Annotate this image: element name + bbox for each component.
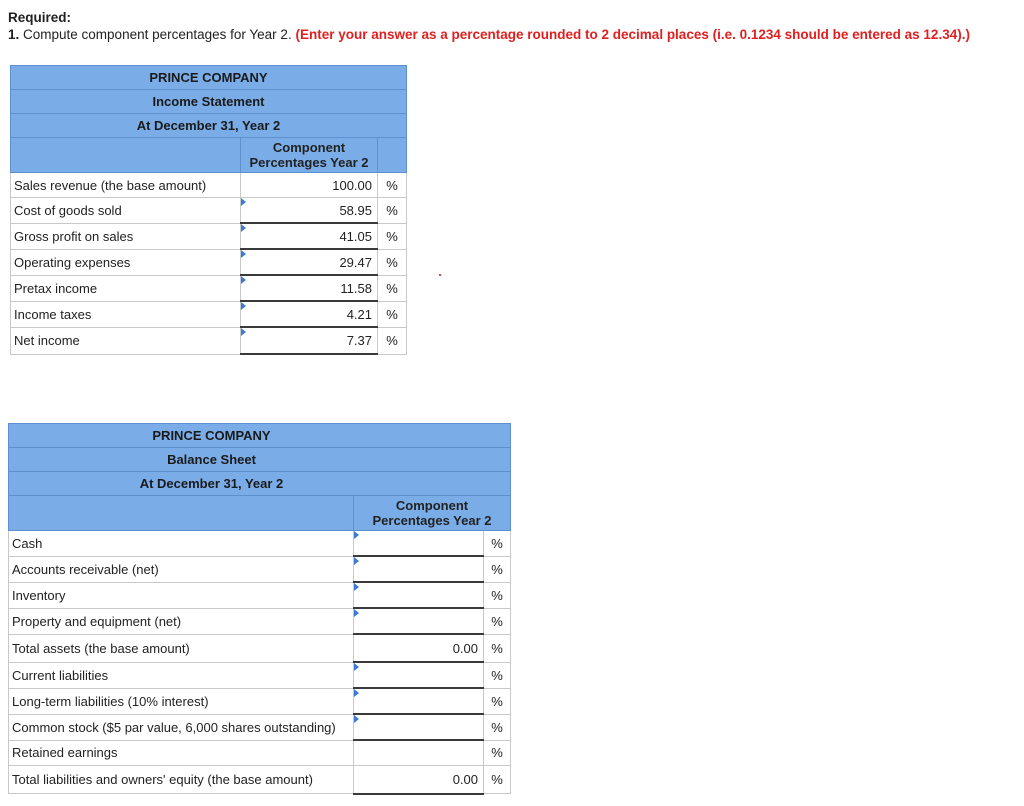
percent-sign: % bbox=[378, 327, 407, 354]
percent-sign: % bbox=[484, 608, 511, 634]
net-income-pct-value: 7.37 bbox=[346, 333, 372, 348]
table-row bbox=[9, 740, 511, 766]
percent-sign: % bbox=[378, 223, 407, 249]
table-row bbox=[11, 198, 407, 224]
row-label-sales-revenue: Sales revenue (the base amount) bbox=[11, 173, 241, 198]
table-row bbox=[9, 608, 511, 634]
row-label-operating-expenses: Operating expenses bbox=[11, 249, 241, 275]
table-row bbox=[9, 634, 511, 662]
balance-company-name: PRINCE COMPANY bbox=[9, 424, 511, 448]
income-colhdr-blank bbox=[11, 138, 241, 173]
input-marker-icon bbox=[354, 531, 359, 539]
income-statement-table bbox=[10, 65, 407, 355]
row-label-common-stock: Common stock ($5 par value, 6,000 shares outstanding) bbox=[9, 714, 354, 740]
percent-sign: % bbox=[378, 249, 407, 275]
total-liabilities-equity-pct-value: 0.00 bbox=[354, 766, 484, 794]
table-row bbox=[11, 173, 407, 198]
table-row bbox=[11, 223, 407, 249]
long-term-liabilities-pct-input[interactable] bbox=[354, 688, 484, 714]
input-marker-icon bbox=[354, 557, 359, 565]
income-statement-title: Income Statement bbox=[11, 90, 407, 114]
percent-sign: % bbox=[484, 662, 511, 688]
gross-profit-pct-value: 41.05 bbox=[339, 228, 372, 244]
percent-sign: % bbox=[378, 198, 407, 224]
income-taxes-pct-value: 4.21 bbox=[346, 306, 372, 322]
table-row bbox=[11, 327, 407, 354]
row-label-gross-profit: Gross profit on sales bbox=[11, 223, 241, 249]
operating-expenses-pct-value: 29.47 bbox=[339, 254, 372, 270]
accounts-receivable-pct-input[interactable] bbox=[354, 556, 484, 582]
percent-sign: % bbox=[378, 275, 407, 301]
balance-sheet-title: Balance Sheet bbox=[9, 448, 511, 472]
income-colhdr-line1: Component bbox=[272, 140, 346, 155]
stray-dot bbox=[439, 274, 441, 276]
input-marker-icon bbox=[241, 250, 246, 258]
retained-earnings-pct-input[interactable] bbox=[354, 740, 484, 766]
input-marker-icon bbox=[241, 302, 246, 310]
balance-colhdr-blank bbox=[9, 496, 354, 531]
pretax-income-pct-input[interactable] bbox=[241, 275, 378, 301]
row-label-retained-earnings: Retained earnings bbox=[9, 740, 354, 766]
inventory-pct-input[interactable] bbox=[354, 582, 484, 608]
row-label-current-liabilities: Current liabilities bbox=[9, 662, 354, 688]
net-income-pct-input[interactable] bbox=[241, 327, 378, 354]
percent-sign: % bbox=[484, 740, 511, 766]
question-hint: (Enter your answer as a percentage rounded to 2 decimal places (i.e. 0.1234 should be entered as 12.34).) bbox=[295, 27, 970, 42]
pretax-income-pct-value: 11.58 bbox=[340, 280, 372, 296]
income-colhdr-pct-blank bbox=[378, 138, 407, 173]
input-marker-icon bbox=[241, 276, 246, 284]
total-assets-pct-value: 0.00 bbox=[354, 634, 484, 662]
table-row bbox=[9, 582, 511, 608]
question-body: Compute component percentages for Year 2. bbox=[19, 27, 296, 42]
percent-sign: % bbox=[484, 688, 511, 714]
table-row bbox=[9, 556, 511, 582]
percent-sign: % bbox=[484, 766, 511, 794]
question-text bbox=[8, 27, 970, 42]
cost-of-goods-sold-pct-value: 58.95 bbox=[339, 202, 372, 218]
row-label-income-taxes: Income taxes bbox=[11, 301, 241, 327]
input-marker-icon bbox=[354, 663, 359, 671]
balance-sheet-table bbox=[8, 423, 511, 795]
row-label-inventory: Inventory bbox=[9, 582, 354, 608]
table-row bbox=[11, 275, 407, 301]
question-number: 1. bbox=[8, 27, 20, 42]
input-marker-icon bbox=[241, 328, 246, 336]
percent-sign: % bbox=[484, 531, 511, 557]
required-heading: Required: bbox=[8, 10, 72, 25]
percent-sign: % bbox=[484, 556, 511, 582]
cash-pct-input[interactable] bbox=[354, 531, 484, 557]
table-row bbox=[9, 688, 511, 714]
table-row bbox=[9, 662, 511, 688]
percent-sign: % bbox=[484, 714, 511, 740]
common-stock-pct-input[interactable] bbox=[354, 714, 484, 740]
sales-revenue-pct-value: 100.00 bbox=[241, 173, 378, 198]
property-equipment-pct-input[interactable] bbox=[354, 608, 484, 634]
row-label-total-assets: Total assets (the base amount) bbox=[9, 634, 354, 662]
balance-colhdr-line1: Component bbox=[395, 498, 469, 513]
percent-sign: % bbox=[484, 634, 511, 662]
row-label-cash: Cash bbox=[9, 531, 354, 557]
row-label-net-income: Net income bbox=[11, 327, 241, 354]
income-statement-date: At December 31, Year 2 bbox=[11, 114, 407, 138]
table-row bbox=[11, 249, 407, 275]
input-marker-icon bbox=[354, 715, 359, 723]
table-row bbox=[9, 714, 511, 740]
row-label-long-term-liabilities: Long-term liabilities (10% interest) bbox=[9, 688, 354, 714]
income-colhdr-line2: Percentages Year 2 bbox=[249, 155, 369, 170]
row-label-cost-of-goods-sold: Cost of goods sold bbox=[11, 198, 241, 224]
input-marker-icon bbox=[354, 583, 359, 591]
gross-profit-pct-input[interactable] bbox=[241, 223, 378, 249]
input-marker-icon bbox=[241, 224, 246, 232]
income-taxes-pct-input[interactable] bbox=[241, 301, 378, 327]
income-column-header bbox=[241, 138, 378, 173]
row-label-pretax-income: Pretax income bbox=[11, 275, 241, 301]
income-company-name: PRINCE COMPANY bbox=[11, 66, 407, 90]
table-row bbox=[9, 531, 511, 557]
input-marker-icon bbox=[241, 198, 246, 206]
percent-sign: % bbox=[378, 301, 407, 327]
operating-expenses-pct-input[interactable] bbox=[241, 249, 378, 275]
input-marker-icon bbox=[354, 689, 359, 697]
input-marker-icon bbox=[354, 609, 359, 617]
row-label-accounts-receivable: Accounts receivable (net) bbox=[9, 556, 354, 582]
current-liabilities-pct-input[interactable] bbox=[354, 662, 484, 688]
balance-column-header bbox=[354, 496, 511, 531]
cost-of-goods-sold-pct-input[interactable] bbox=[241, 198, 378, 224]
row-label-property-equipment: Property and equipment (net) bbox=[9, 608, 354, 634]
table-row bbox=[9, 766, 511, 794]
row-label-total-liabilities-equity: Total liabilities and owners' equity (the base amount) bbox=[9, 766, 354, 794]
percent-sign: % bbox=[484, 582, 511, 608]
balance-colhdr-line2: Percentages Year 2 bbox=[372, 513, 492, 528]
balance-sheet-date: At December 31, Year 2 bbox=[9, 472, 511, 496]
percent-sign: % bbox=[378, 173, 407, 198]
table-row bbox=[11, 301, 407, 327]
